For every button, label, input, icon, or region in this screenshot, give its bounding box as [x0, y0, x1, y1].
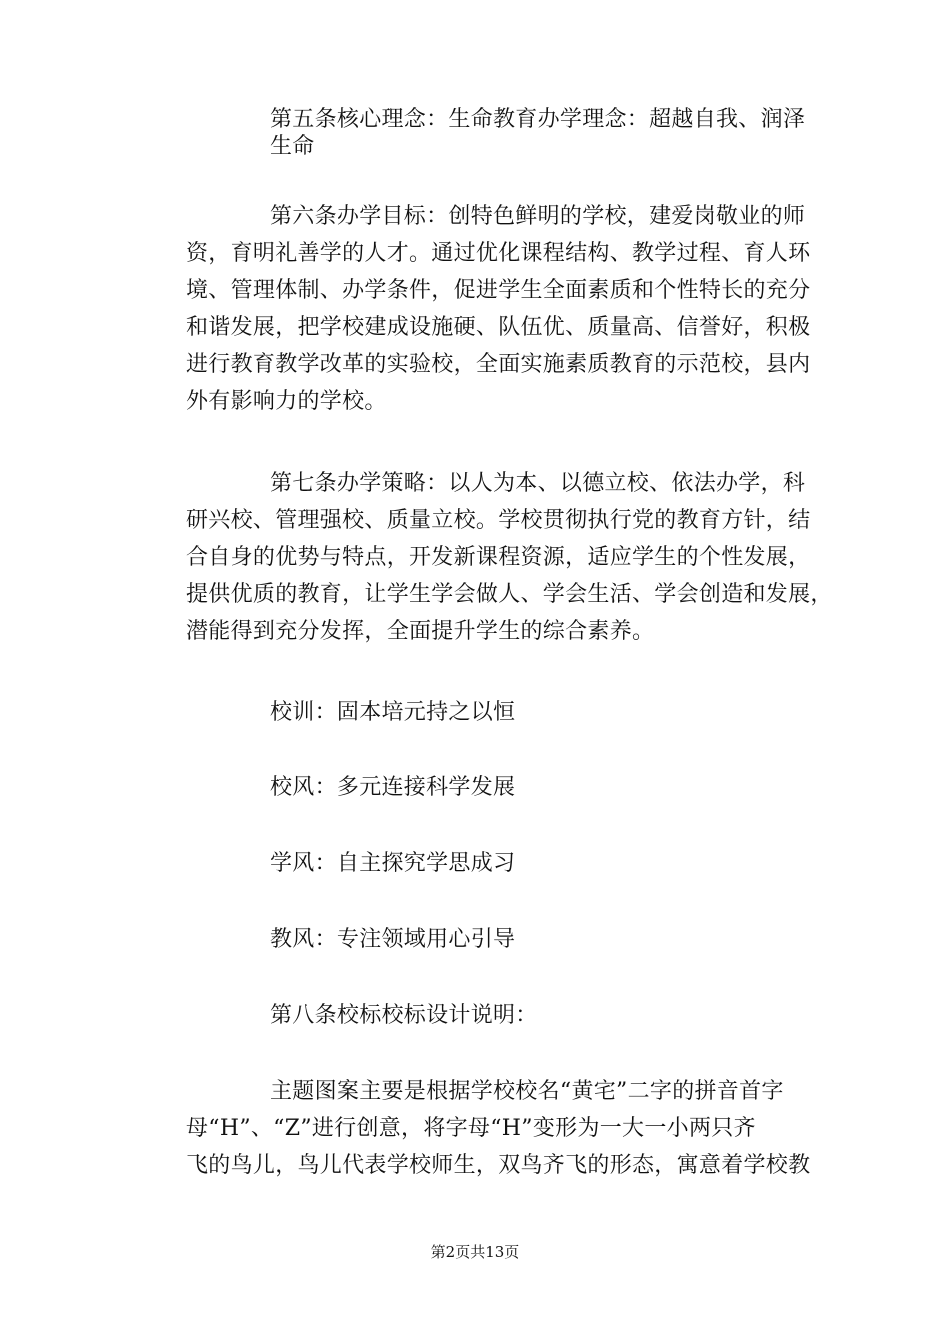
text-line: 第七条办学策略：以人为本、以德立校、依法办学，科	[270, 471, 806, 496]
text-line: 校训：固本培元持之以恒	[270, 700, 516, 725]
text-line: 进行教育教学改革的实验校，全面实施素质教育的示范校，县内	[186, 352, 811, 377]
text-line: 提供优质的教育，让学生学会做人、学会生活、学会创造和发展，	[186, 582, 833, 607]
text-line: 第八条校标校标设计说明：	[270, 1003, 538, 1028]
text-line: 和谐发展，把学校建成设施硬、队伍优、质量高、信誉好，积极	[186, 315, 811, 340]
text-line: 教风：专注领域用心引导	[270, 927, 516, 952]
text-line: 合自身的优势与特点，开发新课程资源，适应学生的个性发展，	[186, 545, 811, 570]
text-line: 校风：多元连接科学发展	[270, 775, 516, 800]
text-line: 第五条核心理念：生命教育办学理念：超越自我、润泽	[270, 107, 806, 132]
page-number-footer: 第2页共13页	[430, 1243, 520, 1261]
text-line: 第六条办学目标：创特色鲜明的学校，建爱岗敬业的师	[270, 204, 806, 229]
text-line: 外有影响力的学校。	[186, 389, 387, 414]
text-line: 飞的鸟儿，鸟儿代表学校师生，双鸟齐飞的形态，寓意着学校教	[186, 1153, 811, 1178]
text-line: 生命	[270, 134, 315, 159]
text-line: 潜能得到充分发挥，全面提升学生的综合素养。	[186, 619, 655, 644]
text-line: 研兴校、管理强校、质量立校。学校贯彻执行党的教育方针，结	[186, 508, 811, 533]
text-line: 境、管理体制、办学条件，促进学生全面素质和个性特长的充分	[186, 278, 811, 303]
text-line: 资，育明礼善学的人才。通过优化课程结构、教学过程、育人环	[186, 241, 811, 266]
text-line: 主题图案主要是根据学校校名“黄宅”二字的拼音首字	[270, 1079, 784, 1104]
text-line: 学风：自主探究学思成习	[270, 851, 516, 876]
text-line: 母“H”、“Z”进行创意，将字母“H”变形为一大一小两只齐	[186, 1116, 756, 1141]
